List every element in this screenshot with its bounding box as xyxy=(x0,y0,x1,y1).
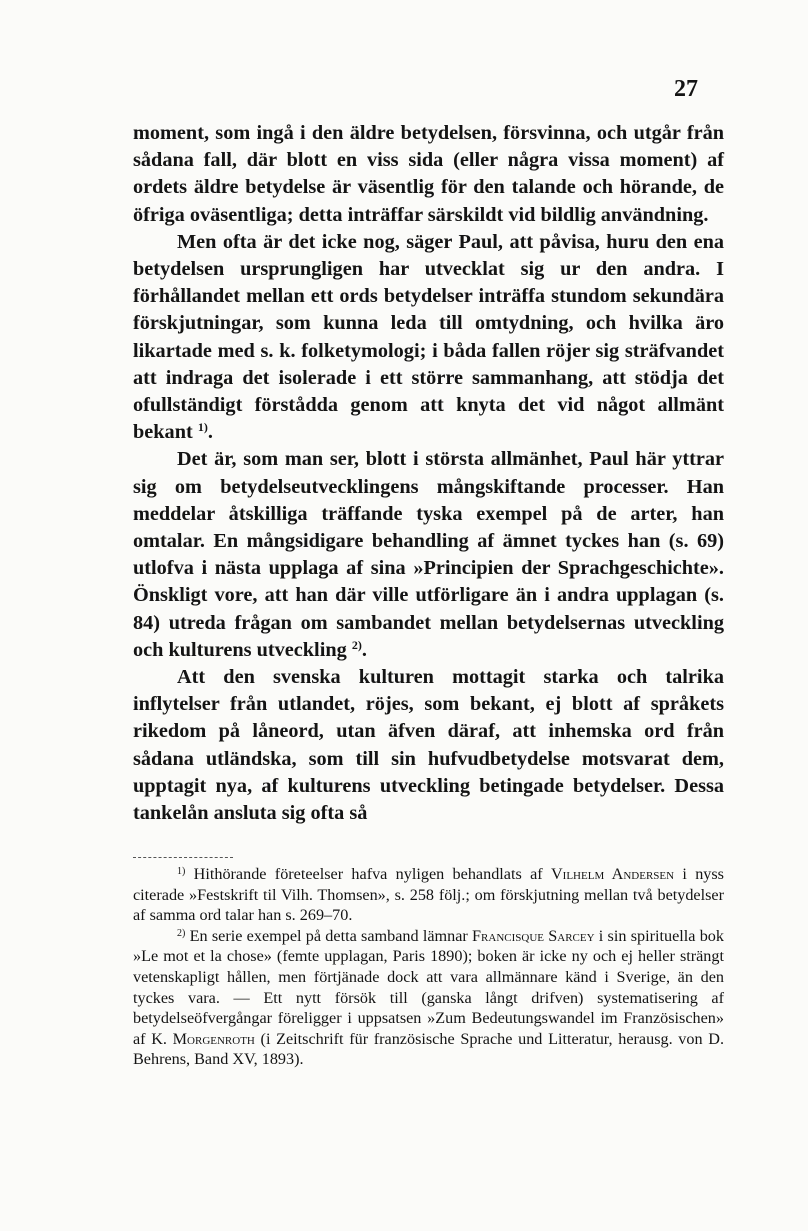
footnote-2: $^{2)}$ En serie exempel på detta samband lämnar Francisque Sarcey i sin spirituella bok »Le mot et la chose» (femte upplagan, Paris 1890); boken är icke ny och ej heller strängt vetenskapligt hållen, men förtjänade dock att vara allmännare känd i Sverige, än den tyckes vara. — Ett nytt försök till (ganska långt drifven) systematisering af betydelseöfvergångar föreligger i uppsatsen »Zum Bedeutungswandel im Französischen» af K. Morgenroth (i Zeitschrift für französische Sprache und Litteratur, herausg. von D. Behrens, Band XV, 1893). xyxy=(133,926,724,1069)
footnote-1: $^{1)}$ Hithörande företeelser hafva nyligen behandlats af Vilhelm Andersen i nyss citerade »Festskrift til Vilh. Thomsen», s. 258 följ.; om förskjutning mellan två betydelser af samma ord talar han s. 269–70. xyxy=(133,865,724,925)
paragraph-2: Men ofta är det icke nog, säger Paul, att påvisa, huru den ena betydelsen ursprungligen har utvecklat sig ur den andra. I förhållandet mellan ett ords betydelser inträffa stundom sekundära förskjutningar, som kunna leda till omtydning, och hvilka äro likartade med s. k. folketymologi; i båda fallen röjer sig sträfvandet att indraga det isolerade i ett större sammanhang, att stödja det ofullständigt förstådda genom att knyta det vid något allmänt bekant $^{1)}$. xyxy=(133,230,724,444)
paragraph-4: Att den svenska kulturen mottagit starka och talrika inflytelser från utlandet, röjes, som bekant, ej blott af språkets rikedom på låneord, utan äfven däraf, att inhemska ord från sådana utländska, som till sin hufvudbetydelse motsvarat dem, upptagit nya, af kulturens utveckling betingade betydelser. Dessa tankelån ansluta sig ofta så xyxy=(133,666,724,825)
author-name: Francisque Sarcey xyxy=(472,926,595,945)
footnote-mark-1: 1) xyxy=(177,866,186,877)
footnotes xyxy=(133,864,724,1070)
paragraph-3: Det är, som man ser, blott i största allmänhet, Paul här yttrar sig om betydelseutvecklingens mångskiftande processer. Han meddelar åtskilliga träffande tyska exempel på de arter, han omtalar. En mångsidigare behandling af ämnet tyckes han (s. 69) utlofva i nästa upplaga af sina »Principien der Sprachgeschichte». Önskligt vore, att han där ville utförligare än i andra upplagan (s. 84) utreda frågan om sambandet mellan betydelsernas utveckling och kulturens utveckling $^{2)}$. xyxy=(133,448,724,661)
footnote-ref-2: 2) xyxy=(351,637,362,652)
footnote-mark-2: 2) xyxy=(177,927,186,939)
paragraph-1: moment, som ingå i den äldre betydelsen, försvinna, och utgår från sådana fall, där blott en viss sida (eller några vissa moment) af ordets äldre betydelse är väsentlig för den talande och hörande, de öfriga oväsentliga; detta inträffar särskildt vid bildlig användning. xyxy=(133,122,724,226)
author-name: Vilhelm Andersen xyxy=(550,865,675,883)
footnote-ref-1: 1) xyxy=(197,420,208,435)
page-number: 27 xyxy=(674,76,698,102)
footnote-divider xyxy=(133,857,233,858)
main-text xyxy=(133,120,724,827)
author-name: Morgenroth xyxy=(172,1029,255,1048)
